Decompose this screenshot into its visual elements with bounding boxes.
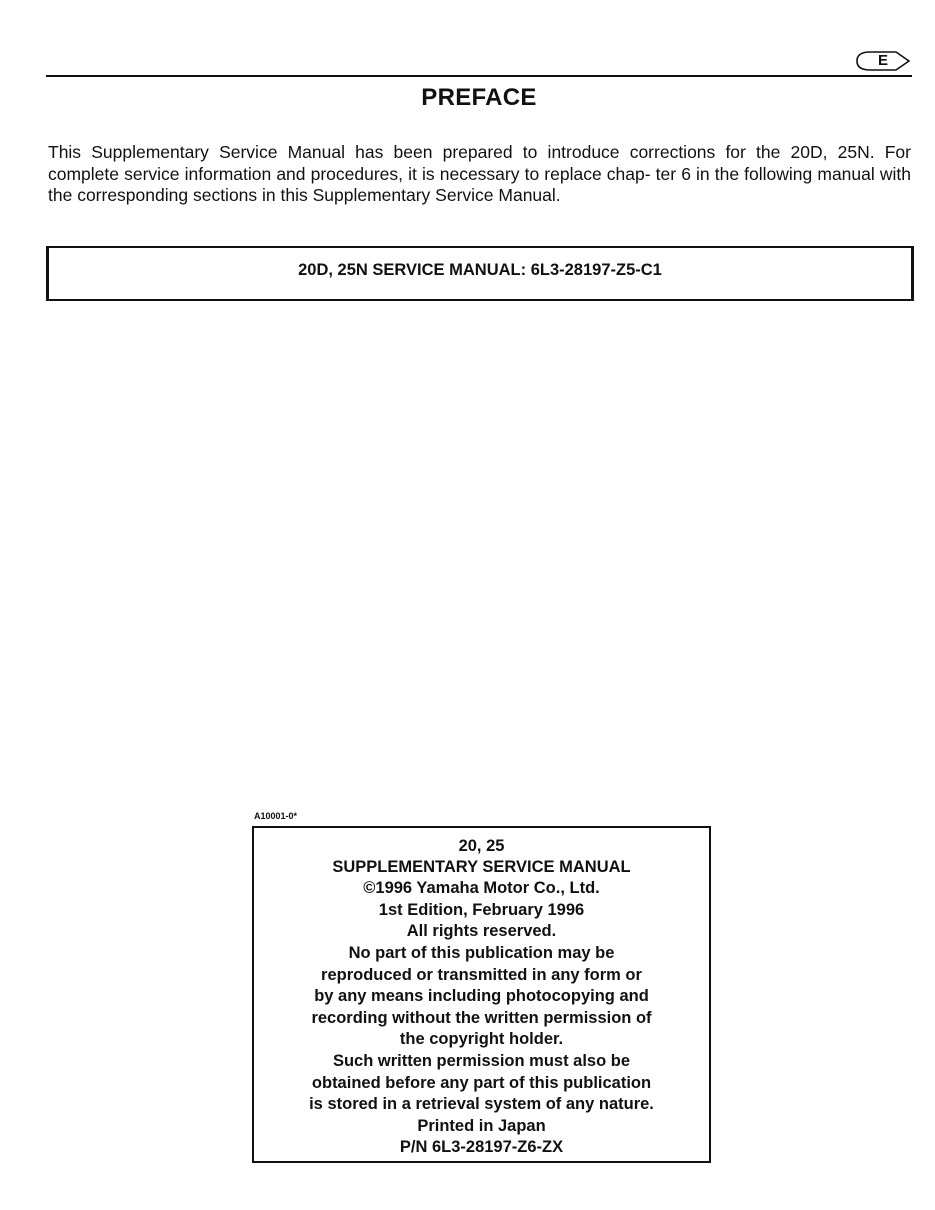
language-code: E [877,52,888,69]
copyright-line: All rights reserved. [406,922,557,941]
manual-reference-text: 20D, 25N SERVICE MANUAL: 6L3-28197-Z5-C1 [298,261,662,279]
copyright-line: by any means including photocopying and [314,987,649,1006]
copyright-line: No part of this publication may be [348,944,615,962]
copyright-line: is stored in a retrieval system of any nature. [309,1095,654,1114]
copyright-line: 1st Edition, February 1996 [378,900,585,919]
copyright-line: obtained before any part of this publication [311,1073,652,1092]
copyright-line: Such written permission must also be [332,1052,631,1070]
header-rule [46,75,912,77]
document-code: A10001-0* [254,811,298,821]
copyright-box [252,826,711,1163]
copyright-line: 20, 25 [458,837,505,855]
manual-reference-box [46,246,914,301]
copyright-line: Printed in Japan [417,1116,546,1135]
copyright-line: ©1996 Yamaha Motor Co., Ltd. [363,879,600,898]
copyright-line: P/N 6L3-28197-Z6-ZX [399,1138,564,1157]
copyright-line: the copyright holder. [399,1030,564,1049]
copyright-line: recording without the written permission of [311,1008,652,1027]
page-title: PREFACE [421,84,537,111]
language-badge [856,51,910,71]
intro-paragraph: This Supplementary Service Manual has been prepared to introduce corrections for the 20D, 25N. For complete service information and procedures, it is necessary to replace chap- ter 6 in the following manual with the corresponding sections in this Supplementary Service Manual. [48,142,911,205]
copyright-line: reproduced or transmitted in any form or [321,965,642,984]
copyright-line: SUPPLEMENTARY SERVICE MANUAL [332,857,631,876]
